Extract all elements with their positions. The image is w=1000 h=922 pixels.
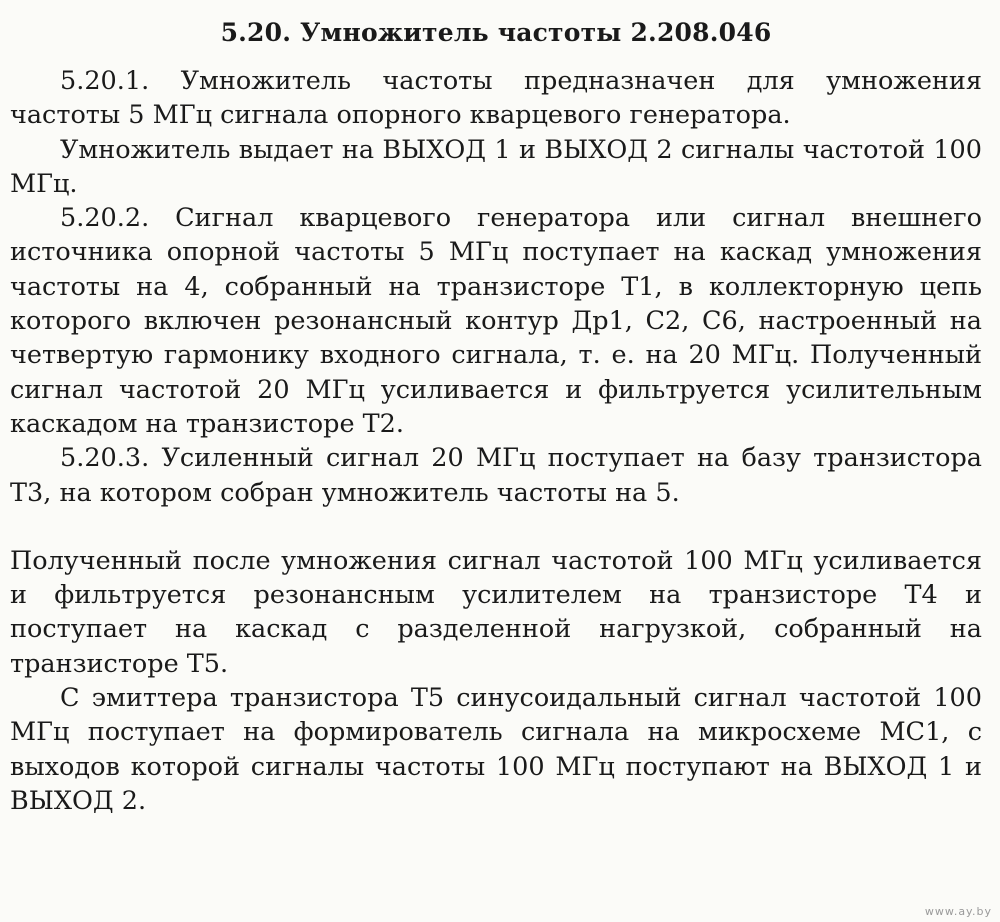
- paragraph-5-20-3: 5.20.3. Усиленный сигнал 20 МГц поступает на базу транзистора Т3, на котором собран умножитель частоты на 5.: [10, 443, 982, 508]
- paragraph-5-20-2: 5.20.2. Сигнал кварцевого генератора или сигнал внешнего источника опорной частоты 5 МГц поступает на каскад умножения частоты на 4, собранный на транзисторе Т1, в коллекторную цепь которого включен резонансный контур Др1, С2, С6, настроенный на четвертую гармонику входного сигнала, т. е. на 20 МГц. Полученный сигнал частотой 20 МГц усиливается и фильтруется усилительным каскадом на транзисторе Т2.: [10, 203, 982, 439]
- document-page: [10, 16, 982, 818]
- section-title: 5.20. Умножитель частоты 2.208.046: [220, 18, 772, 47]
- paragraph-emitter-output: С эмиттера транзистора Т5 синусоидальный сигнал частотой 100 МГц поступает на формирователь сигнала на микросхеме МС1, с выходов которой сигналы частоты 100 МГц поступают на ВЫХОД 1 и ВЫХОД 2.: [10, 683, 982, 816]
- paragraph-output-description: Умножитель выдает на ВЫХОД 1 и ВЫХОД 2 сигналы частотой 100 МГц.: [10, 134, 982, 199]
- watermark: www.ay.by: [924, 905, 992, 918]
- paragraph-amplification: Полученный после умножения сигнал частотой 100 МГц усиливается и фильтруется резонансным усилителем на транзисторе Т4 и поступает на каскад с разделенной нагрузкой, собранный на транзисторе Т5.: [10, 545, 982, 679]
- paragraph-5-20-1: 5.20.1. Умножитель частоты предназначен для умножения частоты 5 МГц сигнала опорного кварцевого генератора.: [10, 66, 982, 131]
